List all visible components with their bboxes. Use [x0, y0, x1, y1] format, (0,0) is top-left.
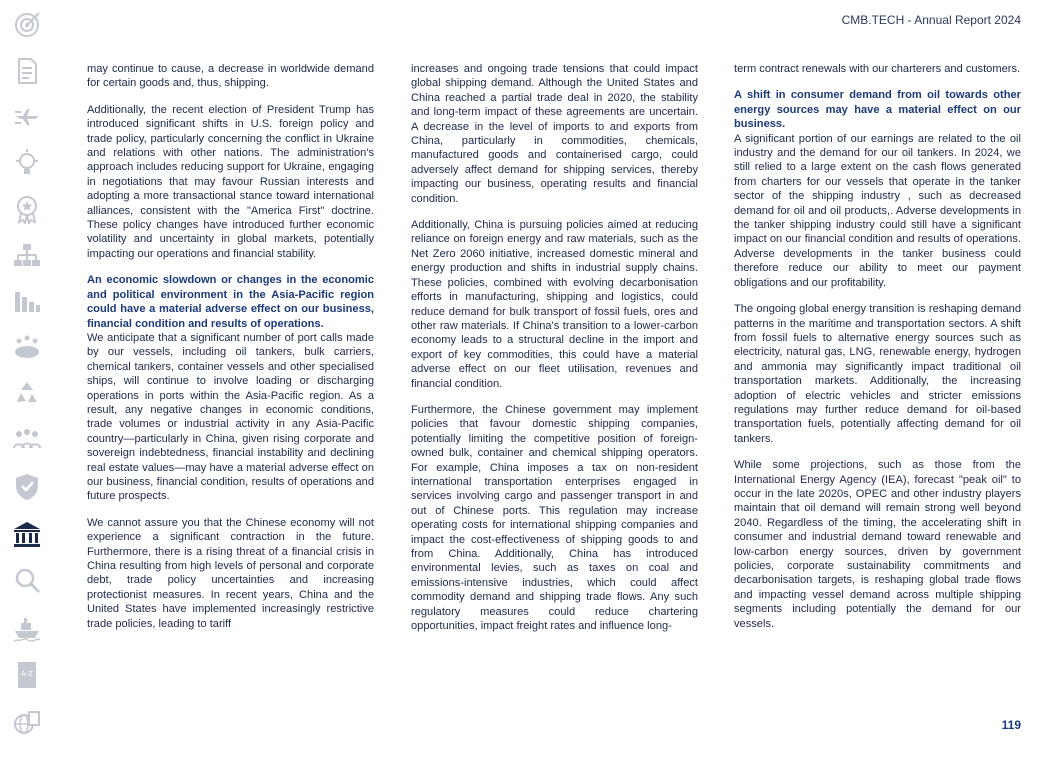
- section-nav-sidebar: [0, 0, 58, 758]
- text-column-1: [87, 62, 374, 643]
- bank-building-icon[interactable]: [8, 516, 46, 554]
- paragraph: Additionally, the recent election of President Trump has introduced significant shifts in U.S. foreign policy and trade policy, particularly concerning the conflict in Ukraine and relations with other nations. The administration's approach includes reducing support for Ukraine, engaging in negotiations that may favour Russian interests and adopting a more transactional stance toward international alliances, consistent with the "America First" doctrine. These policy changes have introduced further economic volatility and uncertainty in global markets, potentially impacting our operations and financial stability.: [87, 103, 374, 260]
- section-heading: An economic slowdown or changes in the economic and political environment in the Asia-Pacific region could have a material adverse effect on our business, financial condition and results of operations.: [87, 274, 374, 330]
- community-icon[interactable]: [8, 328, 46, 366]
- text-column-3: [734, 62, 1021, 643]
- recycle-icon[interactable]: [8, 374, 46, 412]
- paragraph: While some projections, such as those from the International Energy Agency (IEA), forecast "peak oil" to occur in the late 2020s, OPEC and other industry players maintain that oil demand will remain strong well beyond 2040. Regardless of the timing, the accelerating shift in consumer and industrial demand toward renewable and low-carbon energy sources, driven by government policies, corporate sustainability commitments and decarbonisation targets, is reshaping global trade flows and impacting vessel demand across multiple shipping segments including potentially the demand for our vessels.: [734, 459, 1021, 630]
- paragraph: Furthermore, the Chinese government may implement policies that favour domestic shipping companies, potentially limiting the competitive position of foreign-owned bulk, container and chemical shipping operators. For example, China imposes a tax on non-resident international transportation enterprises engaged in services involving cargo and passenger transport in and out of Chinese ports. This regulation may increase operating costs for international shipping companies and impact the cost-effectiveness of shipping goods to and from China. Additionally, China has introduced environmental levies, such as taxes on coal and emissions-intensive industries, which could affect commodity demand and shipping trade flows. Any such regulatory measures could reduce chartering opportunities, impact freight rates and influence long-: [411, 403, 698, 633]
- paragraph: We anticipate that a significant number of port calls made by our vessels, including oil tankers, bulk carriers, chemical tankers, container vessels and other specialised ships, will continue to involve loading or discharging operations in ports within the Asia-Pacific region. As a result, any negative changes in economic conditions, trade volumes or industrial activity in any Asia-Pacific country—particularly in China, given rising corporate and sovereign indebtedness, financial instability and declining real estate values—may have a material adverse effect on our business, financial condition, results of operations and future prospects.: [87, 331, 374, 503]
- paragraph: The ongoing global energy transition is reshaping demand patterns in the maritime and transportation sectors. A shift from fossil fuels to alternative energy sources such as electricity, natural gas, LNG, renewable energy, hydrogen and ammonia may significantly impact traditional oil transportation markets. Additionally, the increasing adoption of electric vehicles and stricter emissions regulations may further reduce demand for oil-based transportation fuels, potentially affecting demand for oil tankers.: [734, 303, 1021, 445]
- paragraph: Additionally, China is pursuing policies aimed at reducing reliance on foreign energy and raw materials, such as the Net Zero 2060 initiative, increased domestic mineral and energy production and shifts in industrial supply chains. These policies, combined with evolving decarbonisation efforts in manufacturing, shipping and logistics, could reduce demand for bulk transport of fossil fuels, ores and other raw materials. If China's transition to a lower-carbon economy leads to a structural decline in the import and export of key commodities, this could have a material adverse effect on our fleet utilisation, revenues and financial condition.: [411, 219, 698, 390]
- document-icon[interactable]: [8, 52, 46, 90]
- a-z-glossary-icon[interactable]: [8, 656, 46, 694]
- paragraph: may continue to cause, a decrease in worldwide demand for certain goods and, thus, shipping.: [87, 63, 374, 90]
- target-icon[interactable]: [8, 6, 46, 44]
- paragraph: increases and ongoing trade tensions that could impact global shipping demand. Although the United States and China reached a partial trade deal in 2020, the stability and long-term impact of these agreements are uncertain. A decrease in the level of imports to and exports from China, particularly in commodities, chemicals, manufactured goods and containerised cargo, could adversely affect demand for shipping services, thereby impacting our business, operating results and financial condition.: [411, 63, 698, 205]
- report-header-title: CMB.TECH - Annual Report 2024: [841, 13, 1021, 27]
- people-network-icon[interactable]: [8, 420, 46, 458]
- paragraph: We cannot assure you that the Chinese economy will not experience a significant contraction in the future. Furthermore, there is a rising threat of a financial crisis in China resulting from high levels of personal and corporate debt, trade policy uncertainties and increasing protectionist measures. In recent years, China and the United States have implemented increasingly restrictive trade policies, leading to tariff: [87, 516, 374, 630]
- lightbulb-icon[interactable]: [8, 144, 46, 182]
- magnifier-icon[interactable]: [8, 562, 46, 600]
- svg-text:A-Z: A-Z: [21, 670, 33, 678]
- paragraph: term contract renewals with our charterers and customers.: [734, 63, 1021, 75]
- ship-icon[interactable]: [8, 610, 46, 648]
- award-ribbon-icon[interactable]: [8, 190, 46, 228]
- airplane-icon[interactable]: [8, 98, 46, 136]
- page-number: 119: [1001, 718, 1021, 732]
- org-chart-icon[interactable]: [8, 236, 46, 274]
- text-column-2: [411, 62, 698, 645]
- globe-document-icon[interactable]: [8, 704, 46, 742]
- paragraph: A significant portion of our earnings are related to the oil industry and the demand for our oil tankers. In 2024, we still relied to a large extent on the cash flows generated from charters for our vessels that operate in the tanker sector of the shipping industry , such as decreased demand for oil and oil products,. Adverse developments in the tanker shipping industry could still have a significant impact on our financial condition and results of operations. Adverse developments in the tanker business could therefore reduce our ability to meet our payment obligations and our profitability.: [734, 132, 1021, 289]
- bar-chart-icon[interactable]: [8, 282, 46, 320]
- shield-check-icon[interactable]: [8, 468, 46, 506]
- section-heading: A shift in consumer demand from oil towards other energy sources may have a material effect on our business.: [734, 89, 1021, 131]
